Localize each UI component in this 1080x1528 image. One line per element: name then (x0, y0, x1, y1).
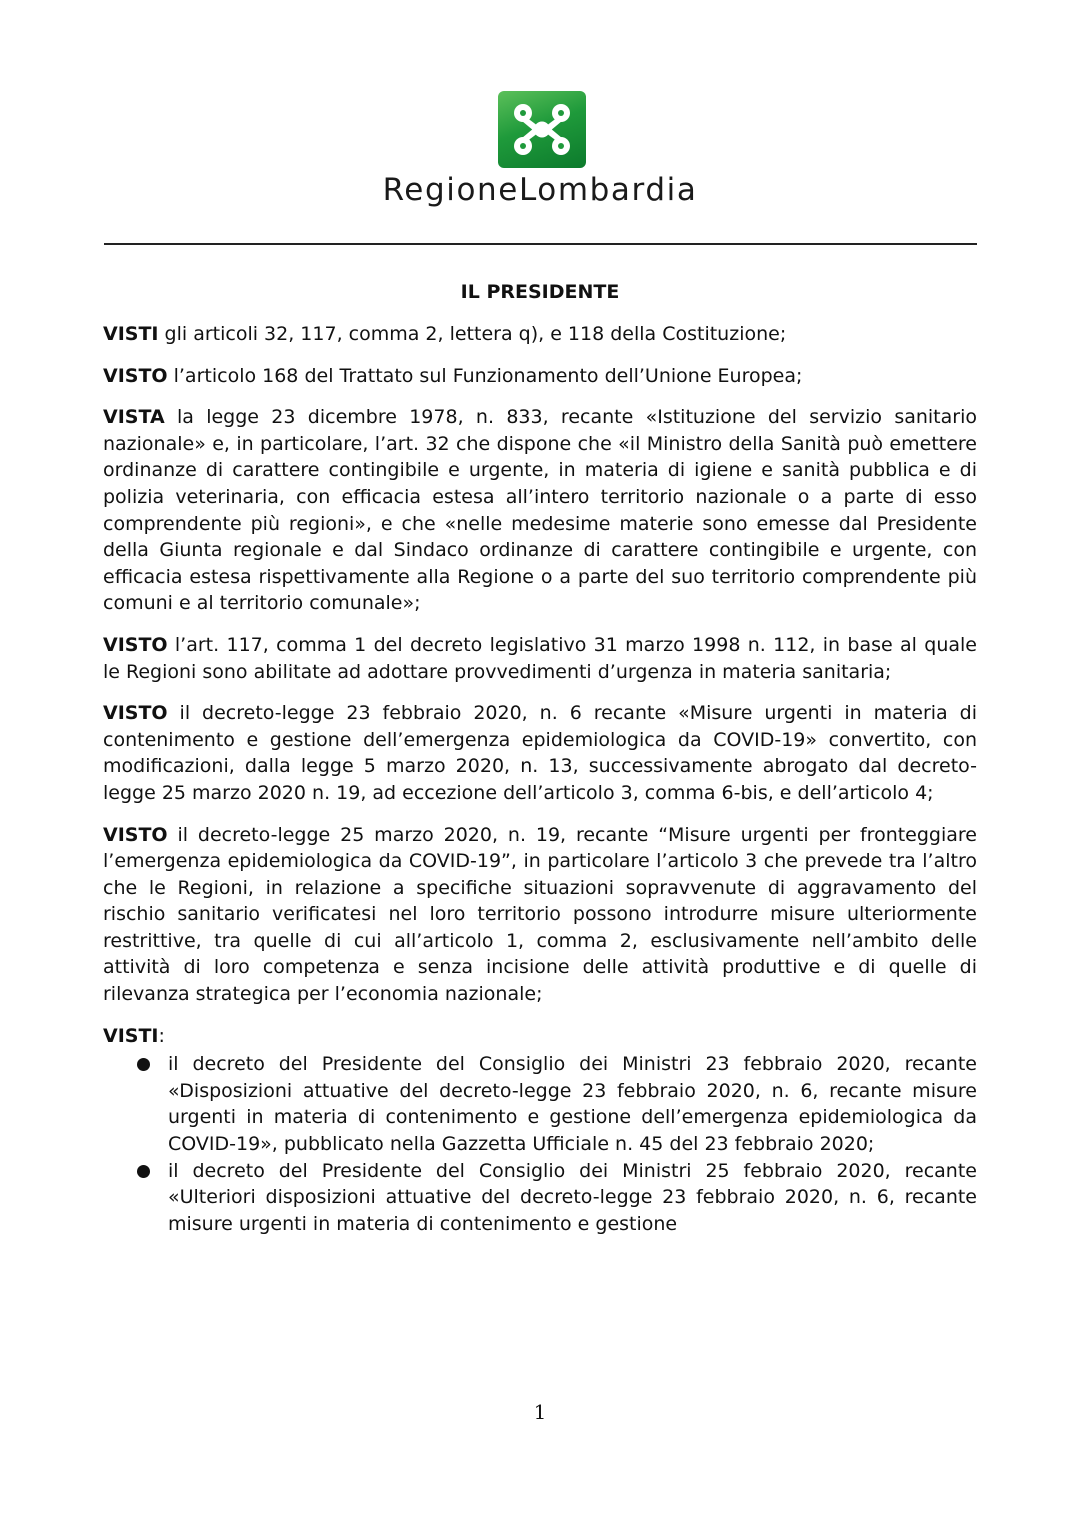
paragraph-keyword: VISTI (103, 1024, 159, 1047)
bullet-icon (137, 1058, 150, 1071)
paragraph-text: l’art. 117, comma 1 del decreto legislativo 31 marzo 1998 n. 112, in base al quale le Regioni sono abilitate ad adottare provvedimenti d’urgenza in materia sanitaria; (103, 633, 977, 683)
list-item-text: il decreto del Presidente del Consiglio dei Ministri 23 febbraio 2020, recante «Disposizioni attuative del decreto-legge 23 febbraio 2020, n. 6, recante misure urgenti in materia di contenimento e gestione dell’emergenza epidemiologica da COVID-19», pubblicato nella Gazzetta Ufficiale n. 45 del 23 febbraio 2020; (168, 1053, 977, 1156)
paragraph-visto-dl-6 (103, 700, 977, 806)
paragraph-keyword: VISTO (103, 633, 168, 656)
bullet-icon (137, 1165, 150, 1178)
paragraph-keyword: VISTI (103, 323, 159, 345)
paragraph-keyword: VISTO (103, 364, 168, 387)
paragraph-text: la legge 23 dicembre 1978, n. 833, recante «Istituzione del servizio sanitario nazionale» e, in particolare, l’art. 32 che dispone che «il Ministro della Sanità può emettere ordinanze di carattere contingibile e urgente, in materia di igiene e sanità pubblica e di polizia veterinaria, con efficacia estesa all’intero territorio nazionale o a parte di esso comprendente più regioni», e che «nelle medesime materie sono emesse dal Presidente della Giunta regionale e dal Sindaco ordinanze di carattere contingibile e urgente, con efficacia estesa rispettivamente alla Regione o a parte del suo territorio comprendente più comuni e al territorio comunale»; (103, 406, 977, 615)
brand-name: RegioneLombardia (382, 172, 698, 208)
paragraph-visto-dl-19 (103, 822, 977, 1008)
paragraph-keyword: VISTO (103, 702, 168, 725)
heading-suffix: : (158, 1024, 165, 1047)
paragraph-keyword: VISTA (103, 406, 165, 429)
paragraph-text: gli articoli 32, 117, comma 2, lettera q), e 118 della Costituzione; (158, 323, 787, 345)
header-divider (104, 243, 977, 245)
visti-list-heading (103, 1023, 977, 1050)
paragraph-visto-trattato (103, 363, 977, 390)
list-item (103, 1051, 977, 1157)
regione-lombardia-logo (498, 91, 586, 168)
rosa-camuna-icon (498, 91, 586, 168)
paragraph-text: l’articolo 168 del Trattato sul Funzionamento dell’Unione Europea; (167, 364, 803, 387)
document-heading: IL PRESIDENTE (460, 281, 620, 303)
paragraph-visti-costituzione (103, 321, 977, 348)
paragraph-text: il decreto-legge 25 marzo 2020, n. 19, recante “Misure urgenti per fronteggiare l’emergenza epidemiologica da COVID-19”, in particolare l’articolo 3 che prevede tra l’altro che le Regioni, in relazione a specifiche situazioni sopravvenute di aggravamento del rischio sanitario verificatesi nel loro territorio possono introdurre misure ulteriormente restrittive, tra quelle di cui all’articolo 1, comma 2, esclusivamente nell’ambito delle attività di loro competenza e senza incisione delle attività produttive e di quelle di rilevanza strategica per l’economia nazionale; (103, 823, 977, 1006)
paragraph-visto-dlgs-112 (103, 632, 977, 685)
list-item-text: il decreto del Presidente del Consiglio dei Ministri 25 febbraio 2020, recante «Ulteriori disposizioni attuative del decreto-legge 23 febbraio 2020, n. 6, recante misure urgenti in materia di contenimento e gestione (168, 1159, 977, 1235)
document-body (103, 321, 977, 1237)
list-item (103, 1158, 977, 1238)
paragraph-text: il decreto-legge 23 febbraio 2020, n. 6 recante «Misure urgenti in materia di contenimento e gestione dell’emergenza epidemiologica da COVID-19» convertito, con modificazioni, dalla legge 5 marzo 2020, n. 13, successivamente abrogato dal decreto-legge 25 marzo 2020 n. 19, ad eccezione dell’articolo 3, comma 6-bis, e dell’articolo 4; (103, 702, 977, 804)
visti-list (103, 1051, 977, 1237)
page-number: 1 (533, 1400, 547, 1424)
paragraph-keyword: VISTO (103, 823, 168, 846)
paragraph-vista-legge-833 (103, 404, 977, 617)
